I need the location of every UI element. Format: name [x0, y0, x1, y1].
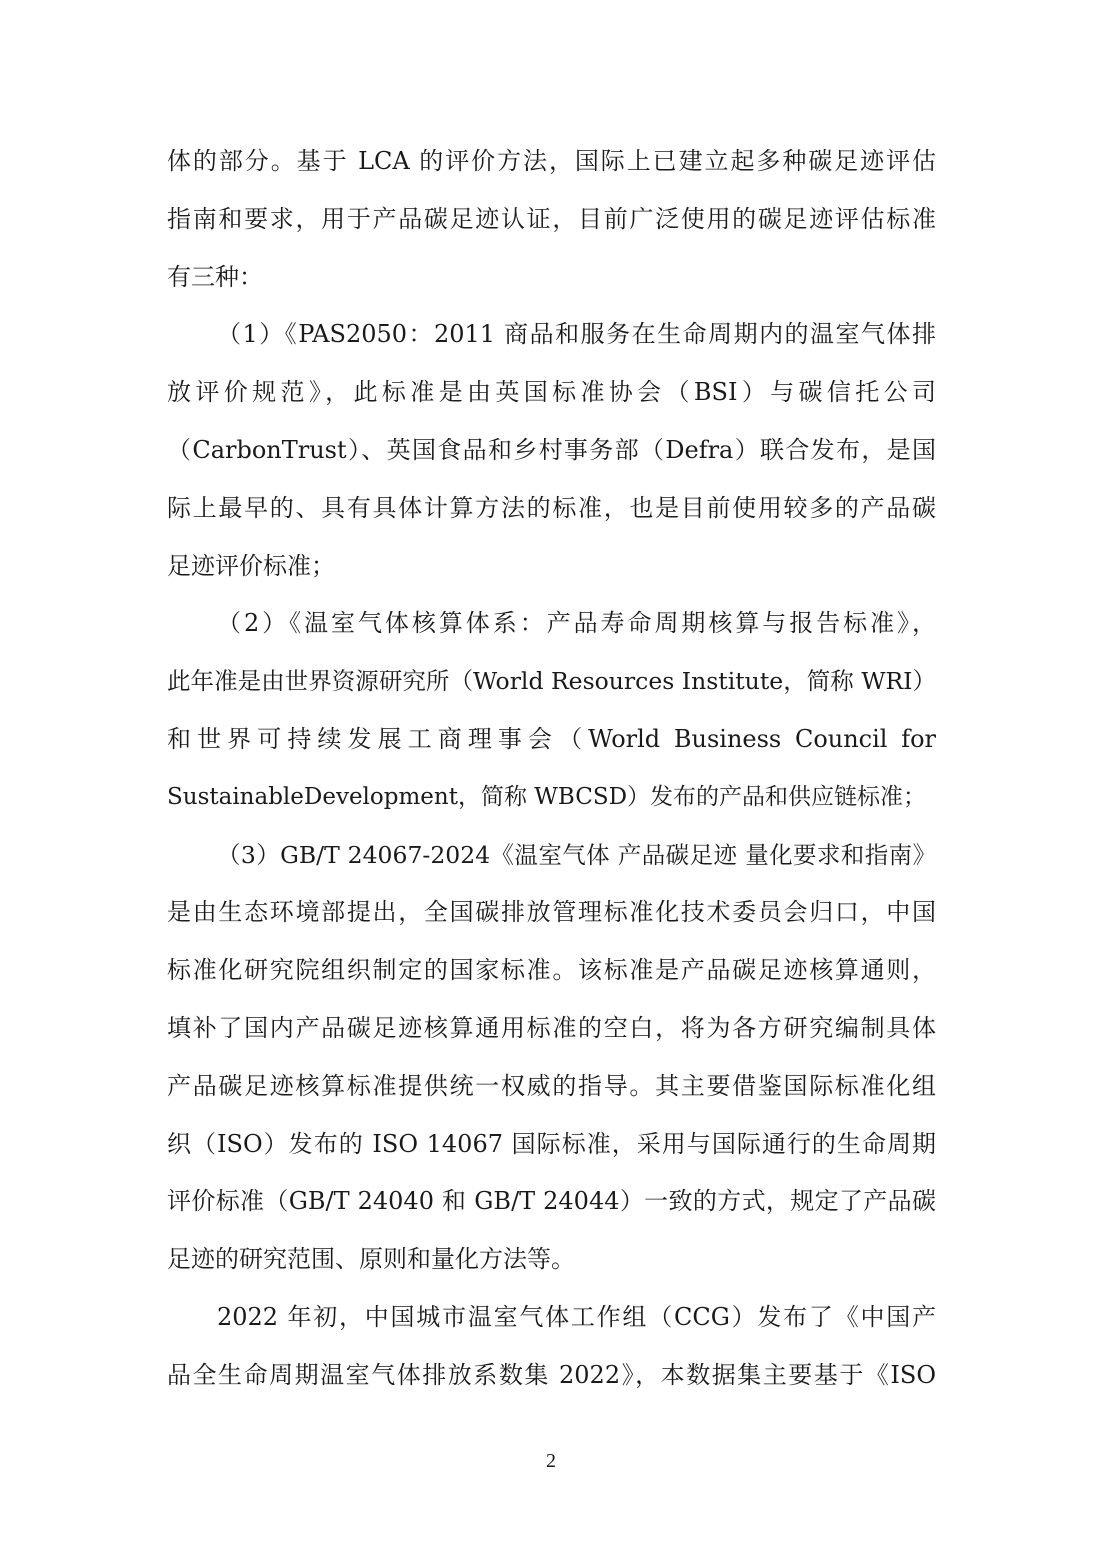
text-line: 和世界可持续发展工商理事会（World Business Council for	[167, 724, 936, 753]
text-line: 填补了国内产品碳足迹核算通用标准的空白，将为各方研究编制具体	[167, 1013, 936, 1042]
paragraph-pas2050	[167, 306, 936, 595]
text-line: 标准化研究院组织制定的国家标准。该标准是产品碳足迹核算通则，	[167, 956, 936, 985]
text-line: 此年准是由世界资源研究所（World Resources Institute，简称 WRI）	[167, 667, 936, 696]
text-line: 放评价规范》，此标准是由英国标准协会（BSI）与碳信托公司	[167, 378, 936, 407]
text-line: 评价标准（GB/T 24040 和 GB/T 24044）一致的方式，规定了产品碳	[167, 1187, 936, 1216]
text-line: 足迹评价标准；	[167, 551, 335, 580]
text-line: 品全生命周期温室气体排放系数集 2022》，本数据集主要基于《ISO	[167, 1360, 936, 1389]
paragraph-ghg-protocol	[167, 595, 936, 826]
paragraph-lca-methods	[167, 133, 936, 306]
text-line: 2022 年初，中国城市温室气体工作组（CCG）发布了《中国产	[217, 1302, 936, 1331]
text-line: 体的部分。基于 LCA 的评价方法，国际上已建立起多种碳足迹评估	[167, 147, 936, 175]
text-line: （3）GB/T 24067-2024《温室气体 产品碳足迹 量化要求和指南》	[217, 840, 936, 869]
text-line: 指南和要求，用于产品碳足迹认证，目前广泛使用的碳足迹评估标准	[167, 204, 936, 233]
text-line: 产品碳足迹核算标准提供统一权威的指导。其主要借鉴国际标准化组	[167, 1071, 936, 1100]
paragraph-ccg-dataset	[167, 1289, 936, 1405]
text-line: SustainableDevelopment，简称 WBCSD）发布的产品和供应链标准；	[167, 783, 927, 810]
text-line: （1）《PAS2050：2011 商品和服务在生命周期内的温室气体排	[217, 320, 936, 349]
text-line: 际上最早的、具有具体计算方法的标准，也是目前使用较多的产品碳	[167, 493, 936, 522]
text-line: 足迹的研究范围、原则和量化方法等。	[167, 1245, 575, 1274]
text-line: 织（ISO）发布的 ISO 14067 国际标准，采用与国际通行的生命周期	[167, 1129, 936, 1158]
page-number: 2	[546, 1450, 556, 1472]
text-line: （2）《温室气体核算体系：产品寿命周期核算与报告标准》，	[217, 609, 936, 638]
text-line: （CarbonTrust）、英国食品和乡村事务部（Defra）联合发布，是国	[167, 435, 936, 464]
text-line: 是由生态环境部提出，全国碳排放管理标准化技术委员会归口，中国	[167, 898, 936, 927]
paragraph-gbt-24067	[167, 827, 936, 1289]
body-text	[167, 133, 936, 1405]
text-line: 有三种：	[167, 262, 263, 291]
